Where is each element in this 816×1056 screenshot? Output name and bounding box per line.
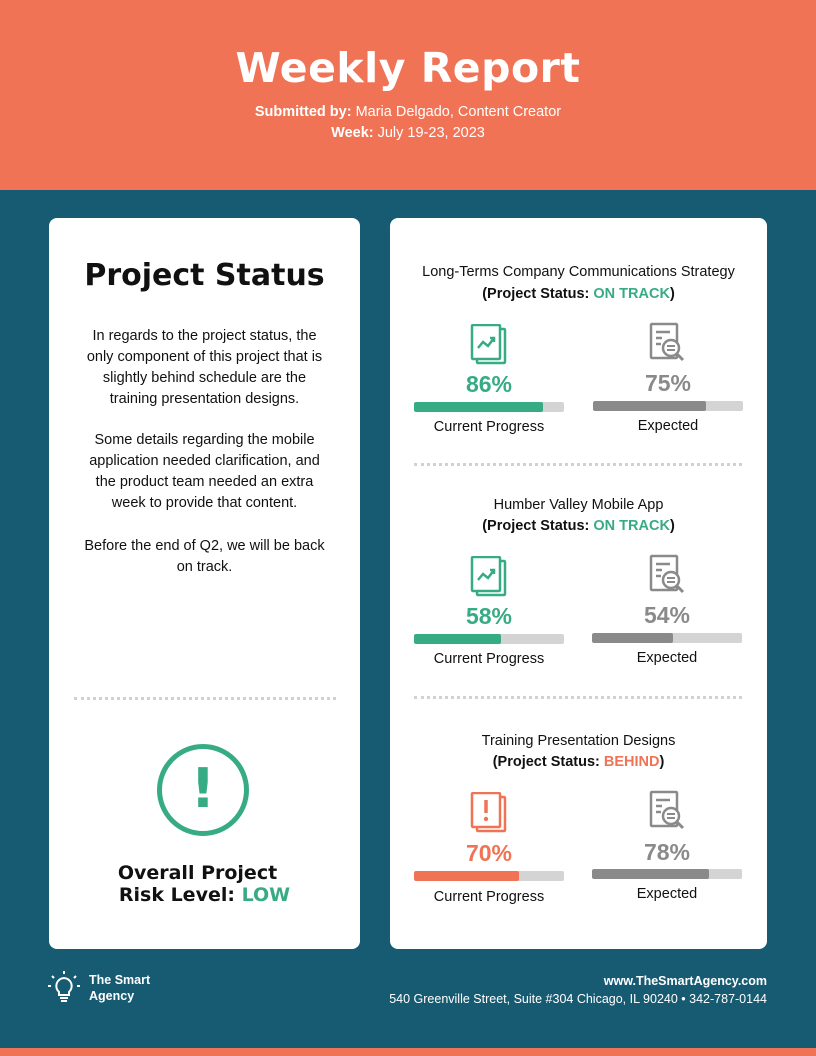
- submitted-label: Submitted by:: [254, 104, 352, 120]
- status-paragraph: Before the end of Q2, we will be back on track.: [84, 538, 325, 575]
- chart-document-icon: [470, 556, 508, 598]
- project-name: Humber Valley Mobile App: [493, 497, 664, 513]
- expected-progress-bar: [592, 869, 742, 879]
- project-status: [390, 286, 767, 302]
- project-name: Long-Terms Company Communications Strategy: [422, 264, 735, 280]
- status-suffix: ): [669, 518, 675, 534]
- project-name: Training Presentation Designs: [481, 733, 676, 749]
- risk-alert-icon: [157, 744, 249, 836]
- current-progress-fill: [414, 634, 501, 644]
- expected-value: 75%: [644, 370, 692, 396]
- status-prefix: (Project Status:: [482, 286, 594, 302]
- expected-label: Expected: [636, 650, 698, 666]
- risk-title: Overall Project: [117, 862, 278, 884]
- status-value: BEHIND: [603, 754, 660, 770]
- risk-level-value: LOW: [241, 884, 291, 906]
- week-label: Week:: [331, 125, 374, 141]
- expected-value: 78%: [643, 839, 691, 865]
- submitted-by: [0, 104, 816, 120]
- brand-name: [89, 972, 179, 1004]
- current-progress-bar: [414, 634, 564, 644]
- alert-document-icon: [470, 792, 508, 834]
- divider: [414, 463, 742, 466]
- document-search-icon: [648, 322, 688, 364]
- risk-level-label: Risk Level:: [118, 884, 242, 906]
- current-progress-bar: [414, 871, 564, 881]
- brand-line: The Smart: [89, 973, 151, 987]
- risk-alert-glyph: !: [190, 757, 216, 820]
- expected-progress-fill: [592, 633, 673, 643]
- expected-progress-bar: [593, 401, 743, 411]
- status-suffix: ): [669, 286, 675, 302]
- expected-label: Expected: [637, 418, 699, 434]
- expected-progress-fill: [593, 401, 706, 411]
- status-suffix: ): [659, 754, 665, 770]
- status-prefix: (Project Status:: [482, 518, 594, 534]
- document-search-icon: [648, 790, 688, 832]
- status-paragraph: Some details regarding the mobile application needed clarification, and the product team needed an extra week to provide that content.: [89, 432, 320, 511]
- week-line: [0, 125, 816, 141]
- bottom-accent-strip: [0, 1048, 816, 1056]
- status-value: ON TRACK: [593, 286, 670, 302]
- document-search-icon: [648, 554, 688, 596]
- current-progress-value: 70%: [465, 840, 513, 866]
- expected-label: Expected: [636, 886, 698, 902]
- current-progress-label: Current Progress: [433, 889, 545, 905]
- report-title: Weekly Report: [235, 44, 581, 92]
- divider: [414, 696, 742, 699]
- chart-document-icon: [470, 324, 508, 366]
- current-progress-value: 58%: [465, 603, 513, 629]
- project-status: [390, 518, 767, 534]
- current-progress-bar: [414, 402, 564, 412]
- website-link[interactable]: www.TheSmartAgency.com: [603, 974, 767, 988]
- current-progress-label: Current Progress: [433, 651, 545, 667]
- report-header: [0, 0, 816, 190]
- expected-progress-fill: [592, 869, 709, 879]
- status-paragraph: In regards to the project status, the only component of this project that is slightly behind schedule are the training presentation designs.: [86, 328, 323, 407]
- risk-level-line: [49, 883, 360, 907]
- status-prefix: (Project Status:: [492, 754, 604, 770]
- address-contact: 540 Greenville Street, Suite #304 Chicago, IL 90240 • 342-787-0144: [389, 992, 767, 1006]
- divider: [74, 697, 336, 700]
- lightbulb-icon: [47, 970, 81, 1004]
- current-progress-value: 86%: [465, 371, 513, 397]
- submitted-value: Maria Delgado, Content Creator: [351, 104, 562, 120]
- current-progress-fill: [414, 402, 543, 412]
- project-status-title: Project Status: [84, 258, 325, 293]
- current-progress-fill: [414, 871, 519, 881]
- expected-progress-bar: [592, 633, 742, 643]
- current-progress-label: Current Progress: [433, 419, 545, 435]
- project-status: [390, 754, 767, 770]
- expected-value: 54%: [643, 602, 691, 628]
- week-value: July 19-23, 2023: [373, 125, 485, 141]
- brand-line: Agency: [89, 989, 135, 1003]
- status-value: ON TRACK: [593, 518, 670, 534]
